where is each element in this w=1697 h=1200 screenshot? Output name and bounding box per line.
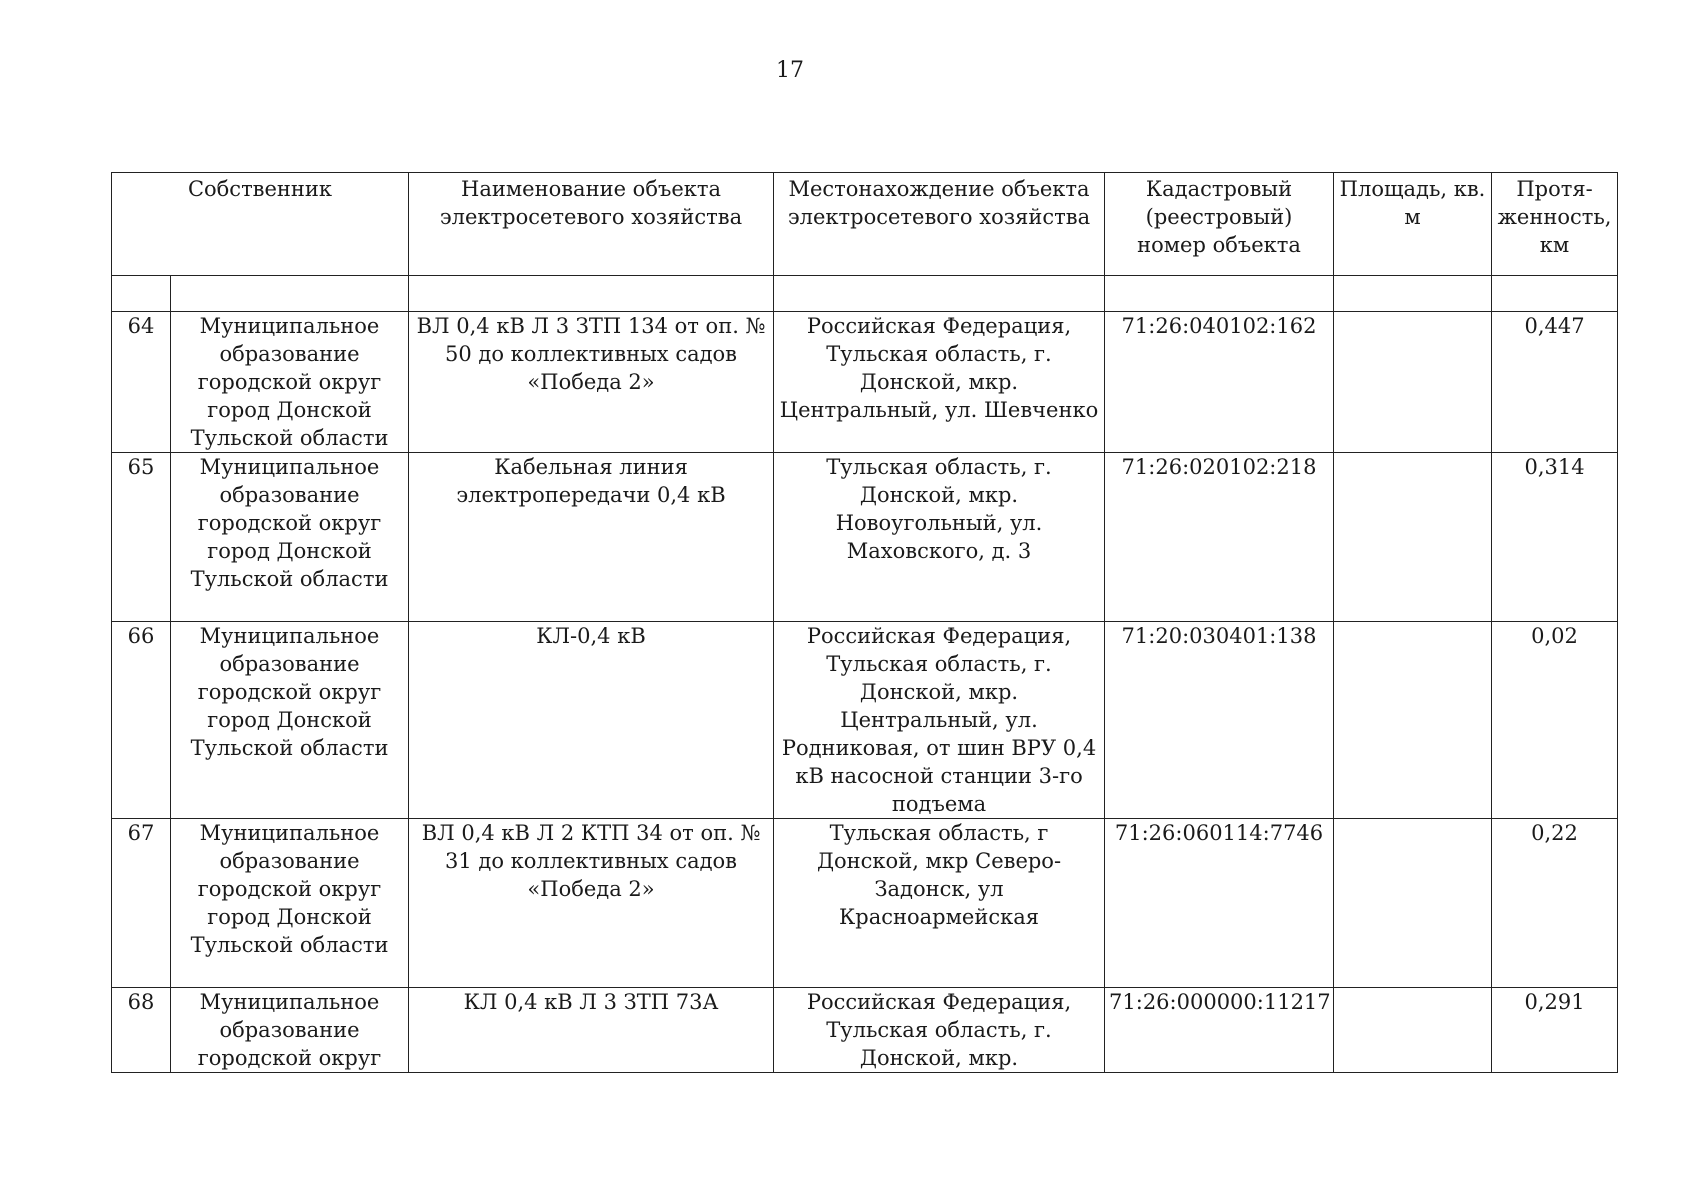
header-object-name: Наименование объекта электросетевого хозяйства	[409, 173, 774, 276]
length-cell: 0,22	[1492, 819, 1618, 988]
owner-cell: Муниципальное образование городской округ город Донской Тульской области	[171, 819, 409, 988]
table-row	[112, 819, 1618, 988]
area-cell	[1334, 312, 1492, 453]
table-cell	[1105, 276, 1334, 312]
cadastral-number-cell: 71:26:000000:11217	[1105, 988, 1334, 1073]
table-row	[112, 622, 1618, 819]
object-name-cell: ВЛ 0,4 кВ Л 3 ЗТП 134 от оп. № 50 до коллективных садов «Победа 2»	[409, 312, 774, 453]
owner-cell: Муниципальное образование городской округ город Донской Тульской области	[171, 312, 409, 453]
table-row	[112, 453, 1618, 622]
length-cell: 0,447	[1492, 312, 1618, 453]
location-cell: Тульская область, г Донской, мкр Северо-Задонск, ул Красноармейская	[774, 819, 1105, 988]
area-cell	[1334, 819, 1492, 988]
object-name-cell: Кабельная линия электропередачи 0,4 кВ	[409, 453, 774, 622]
area-cell	[1334, 988, 1492, 1073]
table-row	[112, 988, 1618, 1073]
page-number: 17	[776, 58, 804, 83]
area-cell	[1334, 453, 1492, 622]
row-number: 65	[112, 453, 171, 622]
electric-grid-objects-table	[111, 172, 1618, 1073]
table-header-row	[112, 173, 1618, 276]
location-cell: Российская Федерация, Тульская область, г. Донской, мкр. Центральный, ул. Родниковая, от шин ВРУ 0,4 кВ насосной станции 3-го подъема	[774, 622, 1105, 819]
length-cell: 0,02	[1492, 622, 1618, 819]
table-row	[112, 312, 1618, 453]
table-cell	[774, 276, 1105, 312]
table-cell	[171, 276, 409, 312]
location-cell: Российская Федерация, Тульская область, г. Донской, мкр.	[774, 988, 1105, 1073]
row-number: 68	[112, 988, 171, 1073]
table-cell	[112, 276, 171, 312]
table-cell	[409, 276, 774, 312]
owner-cell: Муниципальное образование городской округ город Донской Тульской области	[171, 622, 409, 819]
table-cell	[1492, 276, 1618, 312]
location-cell: Тульская область, г. Донской, мкр. Новоугольный, ул. Маховского, д. 3	[774, 453, 1105, 622]
row-number: 67	[112, 819, 171, 988]
header-length: Протя-женность, км	[1492, 173, 1618, 276]
owner-cell: Муниципальное образование городской округ	[171, 988, 409, 1073]
cadastral-number-cell: 71:26:040102:162	[1105, 312, 1334, 453]
header-owner: Собственник	[112, 173, 409, 276]
location-cell: Российская Федерация, Тульская область, г. Донской, мкр. Центральный, ул. Шевченко	[774, 312, 1105, 453]
cadastral-number-cell: 71:20:030401:138	[1105, 622, 1334, 819]
owner-cell: Муниципальное образование городской округ город Донской Тульской области	[171, 453, 409, 622]
object-name-cell: ВЛ 0,4 кВ Л 2 КТП 34 от оп. № 31 до коллективных садов «Победа 2»	[409, 819, 774, 988]
row-number: 66	[112, 622, 171, 819]
cadastral-number-cell: 71:26:020102:218	[1105, 453, 1334, 622]
row-number: 64	[112, 312, 171, 453]
length-cell: 0,314	[1492, 453, 1618, 622]
header-cadastral-number: Кадастровый (реестровый) номер объекта	[1105, 173, 1334, 276]
area-cell	[1334, 622, 1492, 819]
table-cell	[1334, 276, 1492, 312]
length-cell: 0,291	[1492, 988, 1618, 1073]
header-area: Площадь, кв. м	[1334, 173, 1492, 276]
table-spacer-row	[112, 276, 1618, 312]
object-name-cell: КЛ-0,4 кВ	[409, 622, 774, 819]
header-object-location: Местонахождение объекта электросетевого хозяйства	[774, 173, 1105, 276]
object-name-cell: КЛ 0,4 кВ Л 3 ЗТП 73А	[409, 988, 774, 1073]
cadastral-number-cell: 71:26:060114:7746	[1105, 819, 1334, 988]
